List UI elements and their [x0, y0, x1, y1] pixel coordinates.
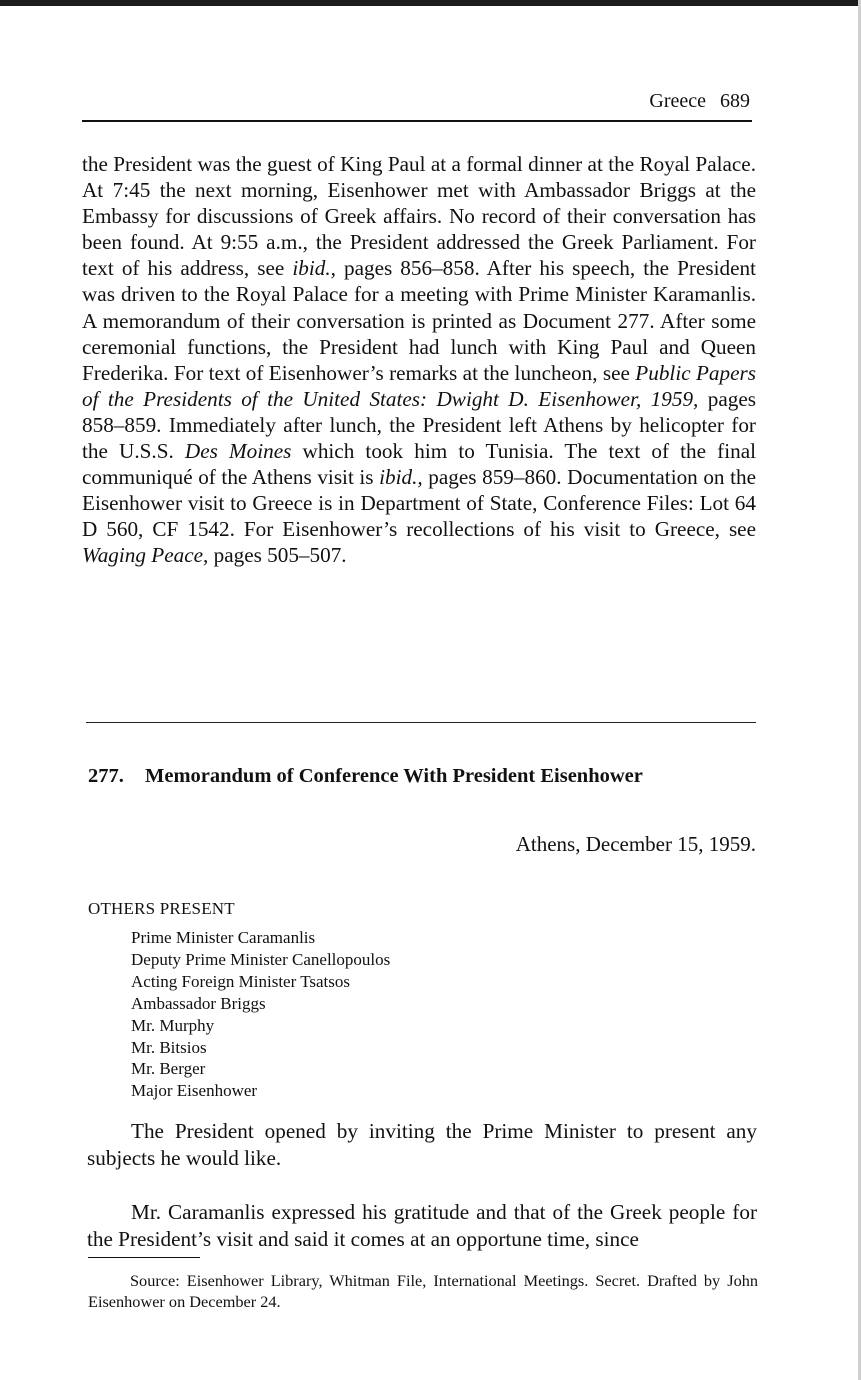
italic-waging-peace-title: Waging Peace,	[82, 543, 209, 568]
participant: Prime Minister Caramanlis	[131, 928, 316, 947]
scan-top-edge	[0, 0, 861, 6]
body-paragraph: Mr. Caramanlis expressed his gratitude and that of the Greek people for the President’s visit and said it comes at an opportune time, since	[87, 1200, 757, 1251]
participant: Ambassador Briggs	[131, 993, 266, 1013]
italic-ibid: ibid.,	[292, 256, 336, 281]
text-segment: pages 859–860. Documentation on the Eisenhower visit to Greece is in Department of State, Conference Files: Lot 64 D 560, CF 1542. For Eisenhower’s recollections of his visit to Greece, see	[82, 465, 756, 542]
document-title: Memorandum of Conference With President Eisenhower	[145, 765, 643, 787]
text-segment: pages 856–858. After his speech, the President was driven to the Royal Palace for a meeting with Prime Minister Karamanlis. A memorandum of their conversation is printed as Document 277. After some ceremonial functions, the President had lunch with King Paul and Queen Frederika. For text of Eisenhower’s remarks at the luncheon, see	[82, 256, 756, 385]
header-rule	[82, 120, 752, 122]
participants-list	[131, 927, 390, 1102]
participant: Deputy Prime Minister Canellopoulos	[131, 949, 391, 969]
italic-ibid: ibid.,	[379, 465, 423, 490]
running-head-section: Greece	[649, 90, 706, 112]
participant: Mr. Berger	[131, 1059, 206, 1079]
document-number: 277.	[88, 765, 124, 787]
participant: Mr. Murphy	[131, 1015, 215, 1035]
continued-paragraph	[82, 151, 756, 569]
text-segment: the President was the guest of King Paul at a formal dinner at the Royal Palace. At 7:45 the next morning, Eisenhower met with Ambassador Briggs at the Embassy for discussions of Greek affairs. No record of their conversation has been found. At 9:55 a.m., the President addressed the Greek Parliament. For text of his address, see	[82, 152, 756, 281]
document-heading	[88, 763, 768, 789]
participant: Acting Foreign Minister Tsatsos	[131, 971, 351, 991]
participant: Mr. Bitsios	[131, 1037, 207, 1057]
section-divider	[86, 722, 756, 723]
italic-public-papers-title: Public Papers of the Presidents of the United States: Dwight D. Eisenhower, 1959,	[82, 360, 756, 411]
body-paragraph: The President opened by inviting the Prime Minister to present any subjects he would like.	[87, 1119, 757, 1170]
participant: Major Eisenhower	[131, 1081, 258, 1101]
page-number: 689	[720, 90, 750, 112]
source-footnote: Source: Eisenhower Library, Whitman File, International Meetings. Secret. Drafted by John Eisenhower on December 24.	[88, 1271, 758, 1311]
text-segment: pages 858–859. Immediately after lunch, the President left Athens by helicopter for the U.S.S.	[82, 386, 756, 464]
dateline: Athens, December 15, 1959.	[515, 832, 756, 856]
text-segment: pages 505–507.	[208, 543, 347, 568]
text-segment: which took him to Tunisia. The text of the final communiqué of the Athens visit is	[82, 439, 757, 490]
italic-ship-name: Des Moines	[184, 439, 292, 464]
others-present-label: OTHERS PRESENT	[88, 899, 235, 918]
footnote-rule	[88, 1257, 200, 1258]
running-head	[82, 88, 750, 114]
